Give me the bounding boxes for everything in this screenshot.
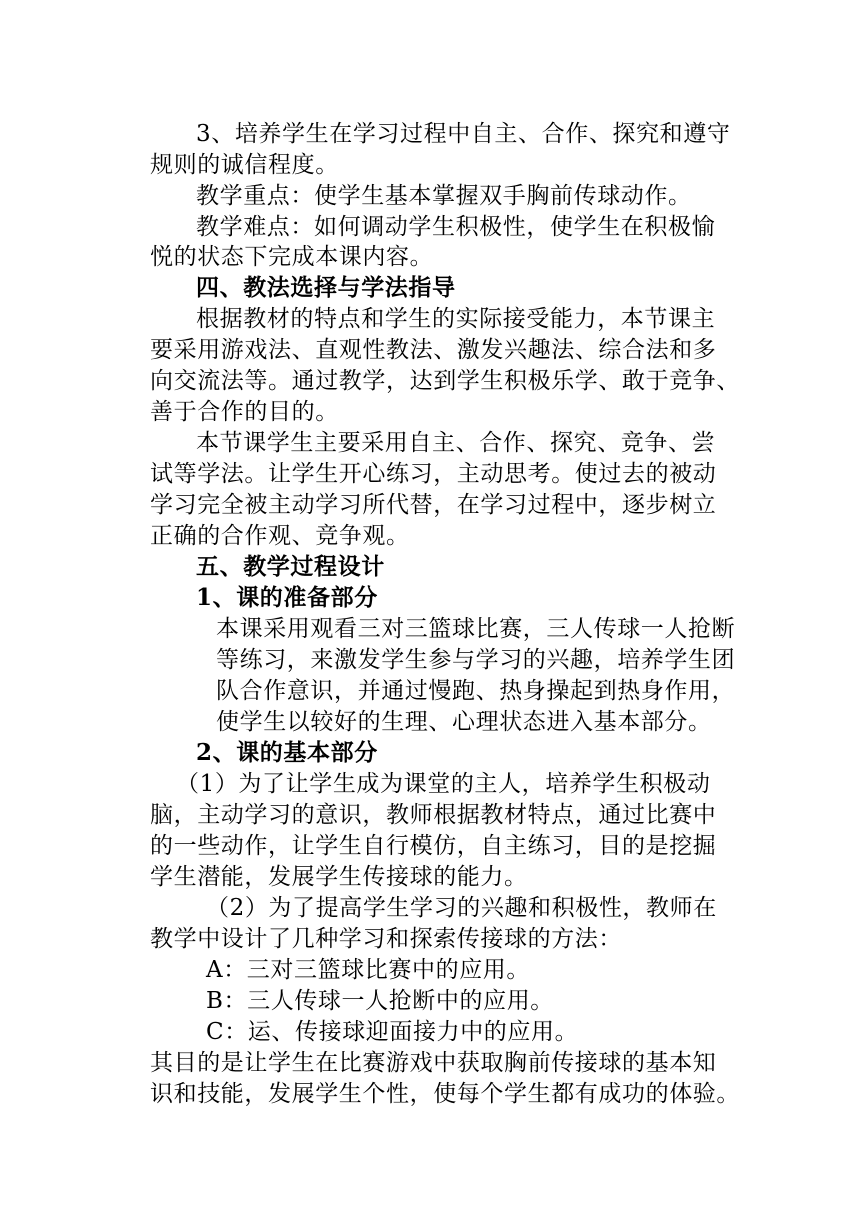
section-4-para-1-line-3: 向交流法等。通过教学，达到学生积极乐学、敢于竞争、 xyxy=(150,368,740,394)
subsection-1-line-4: 使学生以较好的生理、心理状态进入基本部分。 xyxy=(216,709,712,735)
section-4-para-2-line-2: 试等学法。让学生开心练习，主动思考。使过去的被动 xyxy=(150,461,717,487)
method-b-line: B：三人传球一人抢断中的应用。 xyxy=(206,988,554,1014)
section-4-para-2-line-4: 正确的合作观、竞争观。 xyxy=(150,523,410,549)
item-1-line-3: 的一些动作，让学生自行模仿，自主练习，目的是挖掘 xyxy=(150,833,717,859)
item-2-line-1: （2）为了提高学生学习的兴趣和积极性，教师在 xyxy=(206,895,717,921)
teaching-difficulty-line-2: 悦的状态下完成本课内容。 xyxy=(150,244,434,270)
item-1-line-4: 学生潜能，发展学生传接球的能力。 xyxy=(150,864,528,890)
item-2-line-2: 教学中设计了几种学习和探索传接球的方法： xyxy=(150,926,622,952)
goal-3-line-2: 规则的诚信程度。 xyxy=(150,152,339,178)
section-4-para-1-line-4: 善于合作的目的。 xyxy=(150,399,339,425)
method-c-line: C：运、传接球迎面接力中的应用。 xyxy=(206,1019,579,1045)
purpose-line-1: 其目的是让学生在比赛游戏中获取胸前传接球的基本知 xyxy=(150,1050,717,1076)
section-4-para-2-line-3: 学习完全被主动学习所代替，在学习过程中，逐步树立 xyxy=(150,492,717,518)
subsection-1-heading: 1、课的准备部分 xyxy=(196,584,378,611)
teaching-difficulty-line-1: 教学难点：如何调动学生积极性，使学生在积极愉 xyxy=(196,214,716,240)
subsection-1-line-2: 等练习，来激发学生参与学习的兴趣，培养学生团 xyxy=(216,647,736,673)
item-1-line-2: 脑，主动学习的意识，教师根据教材特点，通过比赛中 xyxy=(150,802,717,828)
subsection-2-heading: 2、课的基本部分 xyxy=(196,739,378,766)
section-5-heading: 五、教学过程设计 xyxy=(196,553,385,580)
section-4-para-2-line-1: 本节课学生主要采用自主、合作、探究、竞争、尝 xyxy=(196,430,716,456)
section-4-heading: 四、教法选择与学法指导 xyxy=(196,274,456,301)
goal-3-line-1: 3、培养学生在学习过程中自主、合作、探究和遵守 xyxy=(196,121,731,147)
section-4-para-1-line-2: 要采用游戏法、直观性教法、激发兴趣法、综合法和多 xyxy=(150,337,717,363)
item-1-line-1: （1）为了让学生成为课堂的主人，培养学生积极动 xyxy=(176,771,711,797)
method-a-line: A：三对三篮球比赛中的应用。 xyxy=(206,957,531,983)
section-4-para-1-line-1: 根据教材的特点和学生的实际接受能力，本节课主 xyxy=(196,306,716,332)
teaching-focus-line: 教学重点：使学生基本掌握双手胸前传球动作。 xyxy=(196,183,692,209)
subsection-1-line-3: 队合作意识，并通过慢跑、热身操起到热身作用， xyxy=(216,678,736,704)
subsection-1-line-1: 本课采用观看三对三篮球比赛，三人传球一人抢断 xyxy=(216,616,736,642)
purpose-line-2: 识和技能，发展学生个性，使每个学生都有成功的体验。 xyxy=(150,1081,740,1107)
